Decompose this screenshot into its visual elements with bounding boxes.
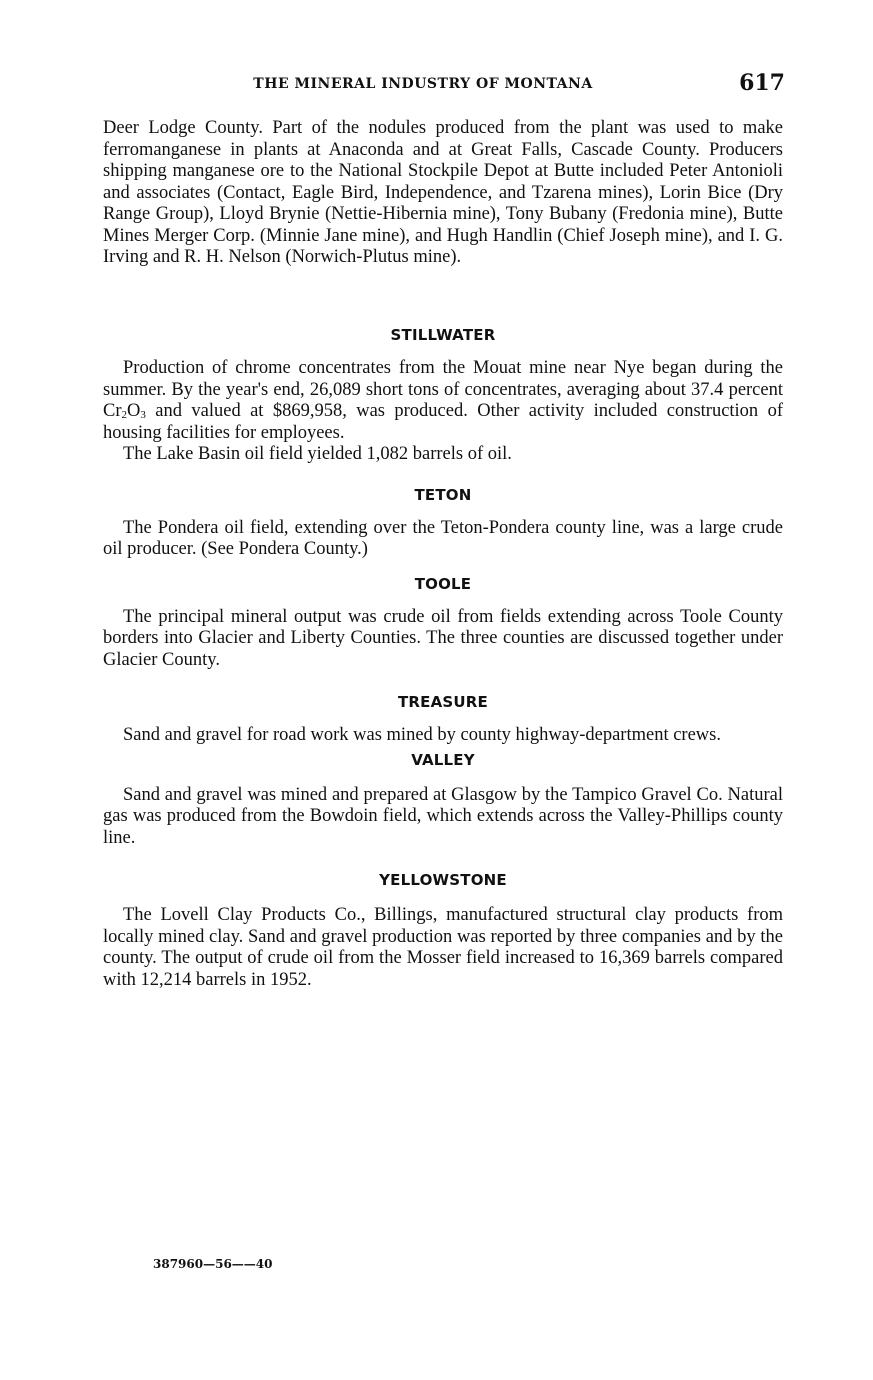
stillwater-paragraph <box>103 358 783 444</box>
yellowstone-paragraph: The Lovell Clay Products Co., Billings, manufactured structural clay products from locally mined clay. Sand and gravel production was reported by three companies and by the county. The output of crude oil from the Mosser field increased to 16,369 barrels compared with 12,214 barrels in 1952. <box>103 905 783 990</box>
stillwater-oil-paragraph: The Lake Basin oil field yielded 1,082 barrels of oil. <box>123 444 512 464</box>
page-number: 617 <box>739 70 785 96</box>
stillwater-text-part3: and valued at $869,958, was produced. Other activity included construction of housing facilities for employees. <box>103 401 783 443</box>
teton-paragraph: The Pondera oil field, extending over the Teton-Pondera county line, was a large crude oil producer. (See Pondera County.) <box>103 517 783 559</box>
valley-paragraph: Sand and gravel was mined and prepared at Glasgow by the Tampico Gravel Co. Natural gas was produced from the Bowdoin field, which extends across the Valley-Phillips county line. <box>103 784 783 848</box>
stillwater-text-part2: O <box>127 401 141 421</box>
section-heading-valley: VALLEY <box>411 750 475 769</box>
section-heading-treasure: TREASURE <box>397 693 489 711</box>
section-heading-toole: TOOLE <box>414 574 472 593</box>
section-heading-teton: TETON <box>414 485 472 504</box>
page-body <box>103 118 783 991</box>
stillwater-text-part1: Production of chrome concentrates from the Mouat mine near Nye began during the summer. By the year's end, 26,089 short tons of concentrates, averaging about 37.4 percent Cr <box>103 358 783 421</box>
section-heading-yellowstone: YELLOWSTONE <box>379 871 507 889</box>
stillwater-subscript-1: 2 <box>121 409 127 421</box>
toole-paragraph: The principal mineral output was crude oil from fields extending across Toole County borders into Glacier and Liberty Counties. The three counties are discussed together under Glacier County. <box>103 606 783 670</box>
running-header <box>103 70 785 100</box>
treasure-paragraph: Sand and gravel for road work was mined by county highway-department crews. <box>123 725 721 745</box>
intro-paragraph: Deer Lodge County. Part of the nodules produced from the plant was used to make ferromanganese in plants at Anaconda and at Great Falls, Cascade County. Producers shipping manganese ore to the National Stockpile Depot at Butte included Peter Antonioli and associates (Contact, Eagle Bird, Independence, and Tzarena mines), Lorin Bice (Dry Range Group), Lloyd Brynie (Nettie-Hibernia mine), Tony Bubany (Fredonia mine), Butte Mines Merger Corp. (Minnie Jane mine), and Hugh Handlin (Chief Joseph mine), and I. G. Irving and R. H. Nelson (Norwich-Plutus mine). <box>103 118 783 267</box>
running-title: THE MINERAL INDUSTRY OF MONTANA <box>253 76 593 92</box>
stillwater-subscript-2: 3 <box>140 409 146 421</box>
section-heading-stillwater: STILLWATER <box>390 326 496 344</box>
footer-print-code: 387960—56——40 <box>153 1257 273 1271</box>
